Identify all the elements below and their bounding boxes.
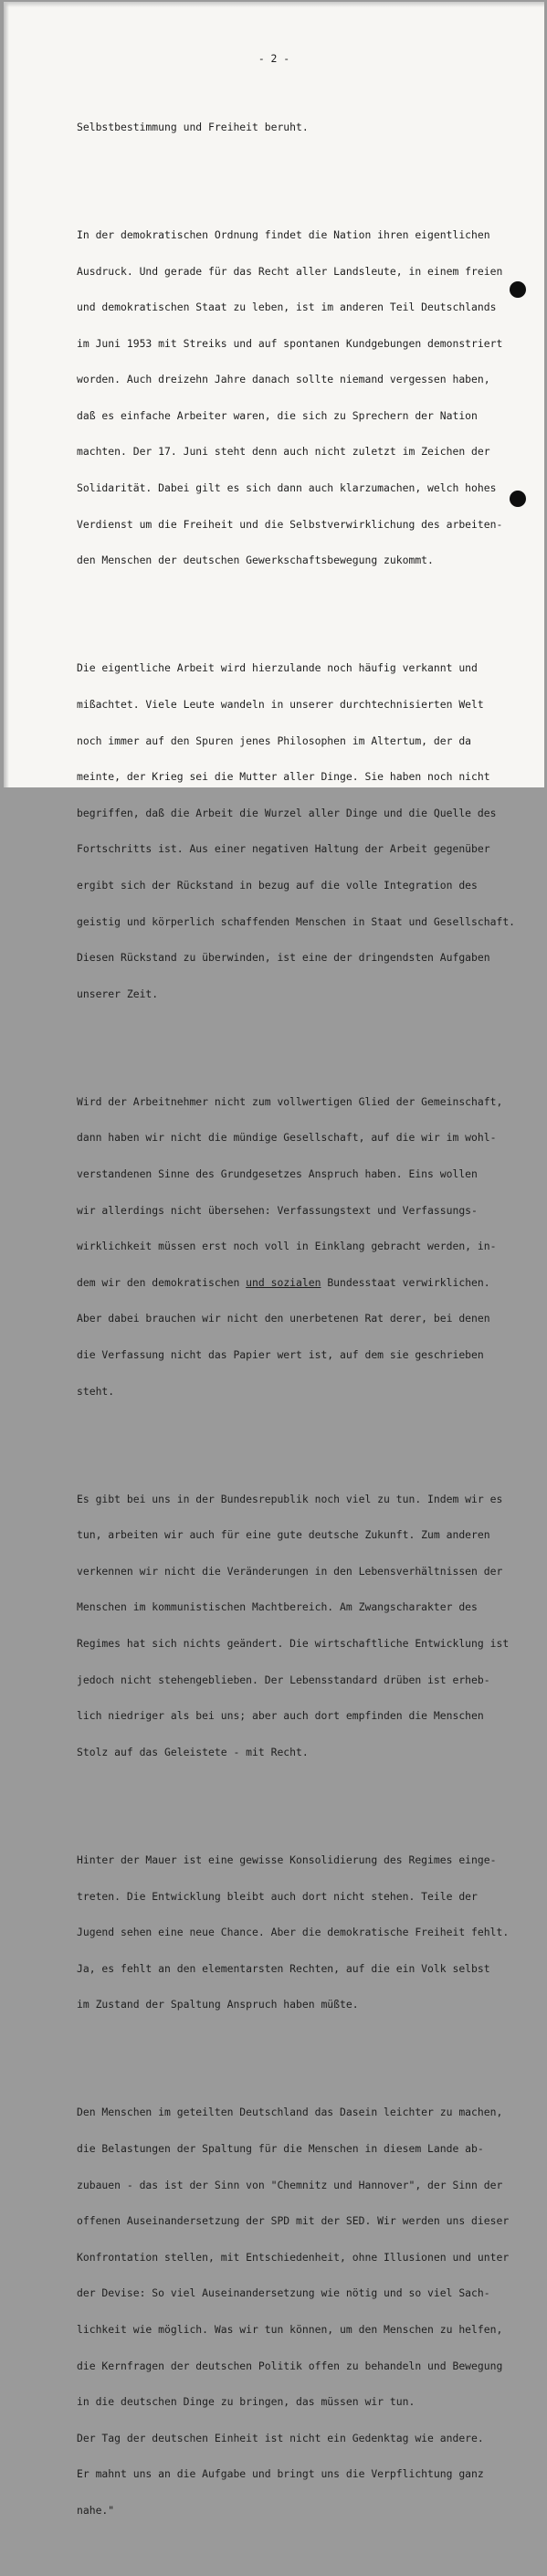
text-line: Ja, es fehlt an den elementarsten Rechten, auf die ein Volk selbst	[77, 1961, 490, 1975]
text-line: Verdienst um die Freiheit und die Selbstverwirklichung des arbeiten-	[77, 517, 503, 531]
paragraph-1	[77, 97, 533, 157]
paragraph-3	[77, 639, 533, 1024]
text-line: wir allerdings nicht übersehen: Verfassungstext und Verfassungs-	[77, 1203, 478, 1217]
text-line: die Verfassung nicht das Papier wert ist, auf dem sie geschrieben	[77, 1347, 484, 1361]
text-line: daß es einfache Arbeiter waren, die sich zu Sprechern der Nation	[77, 408, 478, 422]
text-line: im Juni 1953 mit Streiks und auf spontanen Kundgebungen demonstriert	[77, 336, 503, 350]
text-line: lich niedriger als bei uns; aber auch dort empfinden die Menschen	[77, 1709, 484, 1723]
paragraph-4	[77, 1072, 533, 1421]
text-line: verstandenen Sinne des Grundgesetzes Anspruch haben. Eins wollen	[77, 1167, 478, 1181]
text-line: tun, arbeiten wir auch für eine gute deutsche Zukunft. Zum anderen	[77, 1528, 490, 1542]
text-line: begriffen, daß die Arbeit die Wurzel aller Dinge und die Quelle des	[77, 806, 497, 819]
document-page	[4, 2, 544, 2517]
text-line: in die deutschen Dinge zu bringen, das müssen wir tun.	[77, 2395, 416, 2409]
paragraph-7	[77, 2083, 533, 2541]
text-line: noch immer auf den Spuren jenes Philosophen im Altertum, der da	[77, 734, 472, 747]
text-line: nahe."	[77, 2503, 115, 2517]
text-line: verkennen wir nicht die Veränderungen in den Lebensverhältnissen der	[77, 1564, 503, 1578]
text-line: Konfrontation stellen, mit Entschiedenheit, ohne Illusionen und unter	[77, 2250, 510, 2264]
text-line-with-underline	[77, 1277, 533, 1289]
text-line: In der demokratischen Ordnung findet die Nation ihren eigentlichen	[77, 227, 490, 241]
text-line: geistig und körperlich schaffenden Menschen in Staat und Gesellschaft.	[77, 914, 516, 928]
paragraph-5	[77, 1469, 533, 1782]
text-line: Menschen im kommunistischen Machtbereich. Am Zwangscharakter des	[77, 1600, 478, 1614]
text-line: Jugend sehen eine neue Chance. Aber die demokratische Freiheit fehlt.	[77, 1926, 510, 1939]
text-line: Diesen Rückstand zu überwinden, ist eine der dringendsten Aufgaben	[77, 951, 490, 965]
text-line: wirklichkeit müssen erst noch voll in Einklang gebracht werden, in-	[77, 1240, 497, 1253]
text-line: treten. Die Entwicklung bleibt auch dort nicht stehen. Teile der	[77, 1889, 478, 1903]
text-line: und demokratischen Staat zu leben, ist im anderen Teil Deutschlands	[77, 301, 497, 314]
text-line: Selbstbestimmung und Freiheit beruht.	[77, 120, 309, 133]
text-segment: Bundesstaat verwirklichen.	[321, 1275, 490, 1289]
text-line: den Menschen der deutschen Gewerkschaftsbewegung zukommt.	[77, 554, 434, 567]
text-segment: dem wir den demokratischen	[77, 1275, 247, 1289]
text-line: Wird der Arbeitnehmer nicht zum vollwertigen Glied der Gemeinschaft,	[77, 1094, 503, 1108]
text-line: worden. Auch dreizehn Jahre danach sollte niemand vergessen haben,	[77, 373, 490, 386]
text-line: unserer Zeit.	[77, 987, 159, 1000]
punch-hole	[510, 491, 526, 507]
text-line: machten. Der 17. Juni steht denn auch nicht zuletzt im Zeichen der	[77, 445, 490, 459]
text-line: im Zustand der Spaltung Anspruch haben müßte.	[77, 1998, 359, 2011]
text-line: Stolz auf das Geleistete - mit Recht.	[77, 1745, 309, 1758]
text-line: Regimes hat sich nichts geändert. Die wirtschaftliche Entwicklung ist	[77, 1637, 510, 1651]
text-line: Die eigentliche Arbeit wird hierzulande noch häufig verkannt und	[77, 661, 478, 675]
text-line: Solidarität. Dabei gilt es sich dann auch klarzumachen, welch hohes	[77, 481, 497, 495]
body-text	[77, 73, 533, 2576]
page-edge-shadow-left	[4, 2, 9, 787]
text-line: Aber dabei brauchen wir nicht den unerbetenen Rat derer, bei denen	[77, 1312, 490, 1325]
punch-hole	[510, 281, 526, 298]
text-line: Ausdruck. Und gerade für das Recht aller Landsleute, in einem freien	[77, 264, 503, 278]
text-line: ergibt sich der Rückstand in bezug auf die volle Integration des	[77, 878, 478, 892]
text-line: jedoch nicht stehengeblieben. Der Lebensstandard drüben ist erheb-	[77, 1673, 490, 1686]
underlined-phrase: und sozialen	[246, 1275, 321, 1289]
text-line: meinte, der Krieg sei die Mutter aller Dinge. Sie haben noch nicht	[77, 770, 490, 784]
text-line: Fortschritts ist. Aus einer negativen Haltung der Arbeit gegenüber	[77, 842, 490, 856]
text-line: zubauen - das ist der Sinn von "Chemnitz und Hannover", der Sinn der	[77, 2178, 503, 2191]
text-line: Es gibt bei uns in der Bundesrepublik noch viel zu tun. Indem wir es	[77, 1492, 503, 1505]
text-line: die Belastungen der Spaltung für die Menschen in diesem Lande ab-	[77, 2142, 484, 2156]
text-line: steht.	[77, 1384, 115, 1398]
text-line: die Kernfragen der deutschen Politik offen zu behandeln und Bewegung	[77, 2359, 503, 2372]
text-line: Den Menschen im geteilten Deutschland das Dasein leichter zu machen,	[77, 2106, 503, 2119]
text-line: dann haben wir nicht die mündige Gesellschaft, auf die wir im wohl-	[77, 1131, 497, 1145]
page-number: - 2 -	[258, 52, 290, 65]
text-line: offenen Auseinandersetzung der SPD mit der SED. Wir werden uns dieser	[77, 2214, 510, 2228]
text-line: der Devise: So viel Auseinandersetzung wie nötig und so viel Sach-	[77, 2286, 490, 2300]
text-line: Er mahnt uns an die Aufgabe und bringt uns die Verpflichtung ganz	[77, 2467, 484, 2481]
paragraph-6	[77, 1831, 533, 2035]
text-line: Hinter der Mauer ist eine gewisse Konsolidierung des Regimes einge-	[77, 1853, 497, 1866]
paragraph-2	[77, 206, 533, 591]
text-line: lichkeit wie möglich. Was wir tun können, um den Menschen zu helfen,	[77, 2323, 503, 2336]
text-line: mißachtet. Viele Leute wandeln in unserer durchtechnisierten Welt	[77, 697, 484, 711]
text-line: Der Tag der deutschen Einheit ist nicht ein Gedenktag wie andere.	[77, 2431, 484, 2444]
page-edge-shadow-top	[4, 2, 544, 7]
